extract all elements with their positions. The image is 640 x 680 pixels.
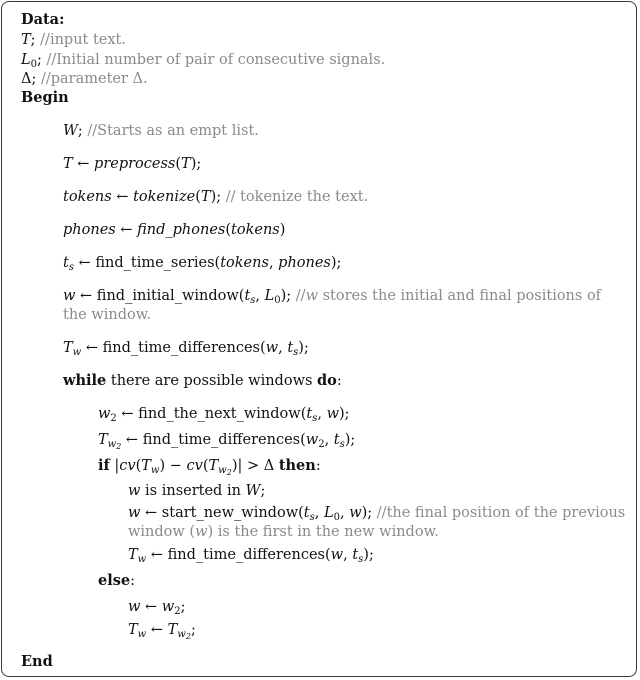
while-line: while there are possible windows do: [63, 372, 342, 389]
end-keyword: End [21, 653, 53, 670]
data-heading: Data: [21, 11, 65, 28]
assign-tw-line: $T_w$ ← $T_{w_2}$; [128, 622, 196, 641]
time-differences-line: $T_w$ ← find_time_differences(w, $t_s$); [63, 340, 309, 358]
next-window-line: $w_2$ ← $find\_the\_next\_window(t_s$, w); [98, 406, 350, 424]
phones-line: phones ← find_phones(tokens) [63, 222, 286, 238]
begin-keyword: Begin [21, 89, 69, 106]
start-new-window-line: w ← $start\_new\_window(t_s$, $L_0$, w); //the final position of the previous [128, 505, 626, 523]
input-l0-line: $L_0$; //Initial number of pair of consecutive signals. [21, 52, 386, 70]
recompute-differences-line: $T_w$ ← find_time_differences(w, $t_s$); [128, 547, 374, 565]
init-w-line: W; //Starts as an empt list. [63, 123, 259, 139]
tokenize-line: tokens ← tokenize(T); // tokenize the text. [63, 189, 369, 205]
input-t-line: T; //input text. [21, 32, 126, 48]
next-time-differences-line: $T_{w_2}$ ← $find\_time\_differences(w_2$, $t_s$); [98, 432, 356, 451]
time-series-line: $t_s$ ← find_time_series(tokens, phones); [63, 255, 342, 273]
if-line: if $|cv(T_w) - cv(T_{w_2})| > \Delta$ then: [98, 457, 321, 477]
initial-window-line: w ← $find\_initial\_window(t_s$, $L_0$); //w stores the initial and final positions of [63, 288, 602, 306]
insert-line: w is inserted in W; [128, 483, 266, 499]
preprocess-line: T ← preprocess(T); [63, 156, 202, 172]
start-new-window-comment-cont: window (w) is the first in the new window. [128, 524, 439, 540]
initial-window-comment-cont: the window. [63, 307, 152, 323]
input-delta-line: Δ; //parameter Δ. [21, 71, 148, 87]
else-line: else: [98, 572, 136, 589]
assign-w-line: w ← $w_2$; [128, 599, 186, 617]
